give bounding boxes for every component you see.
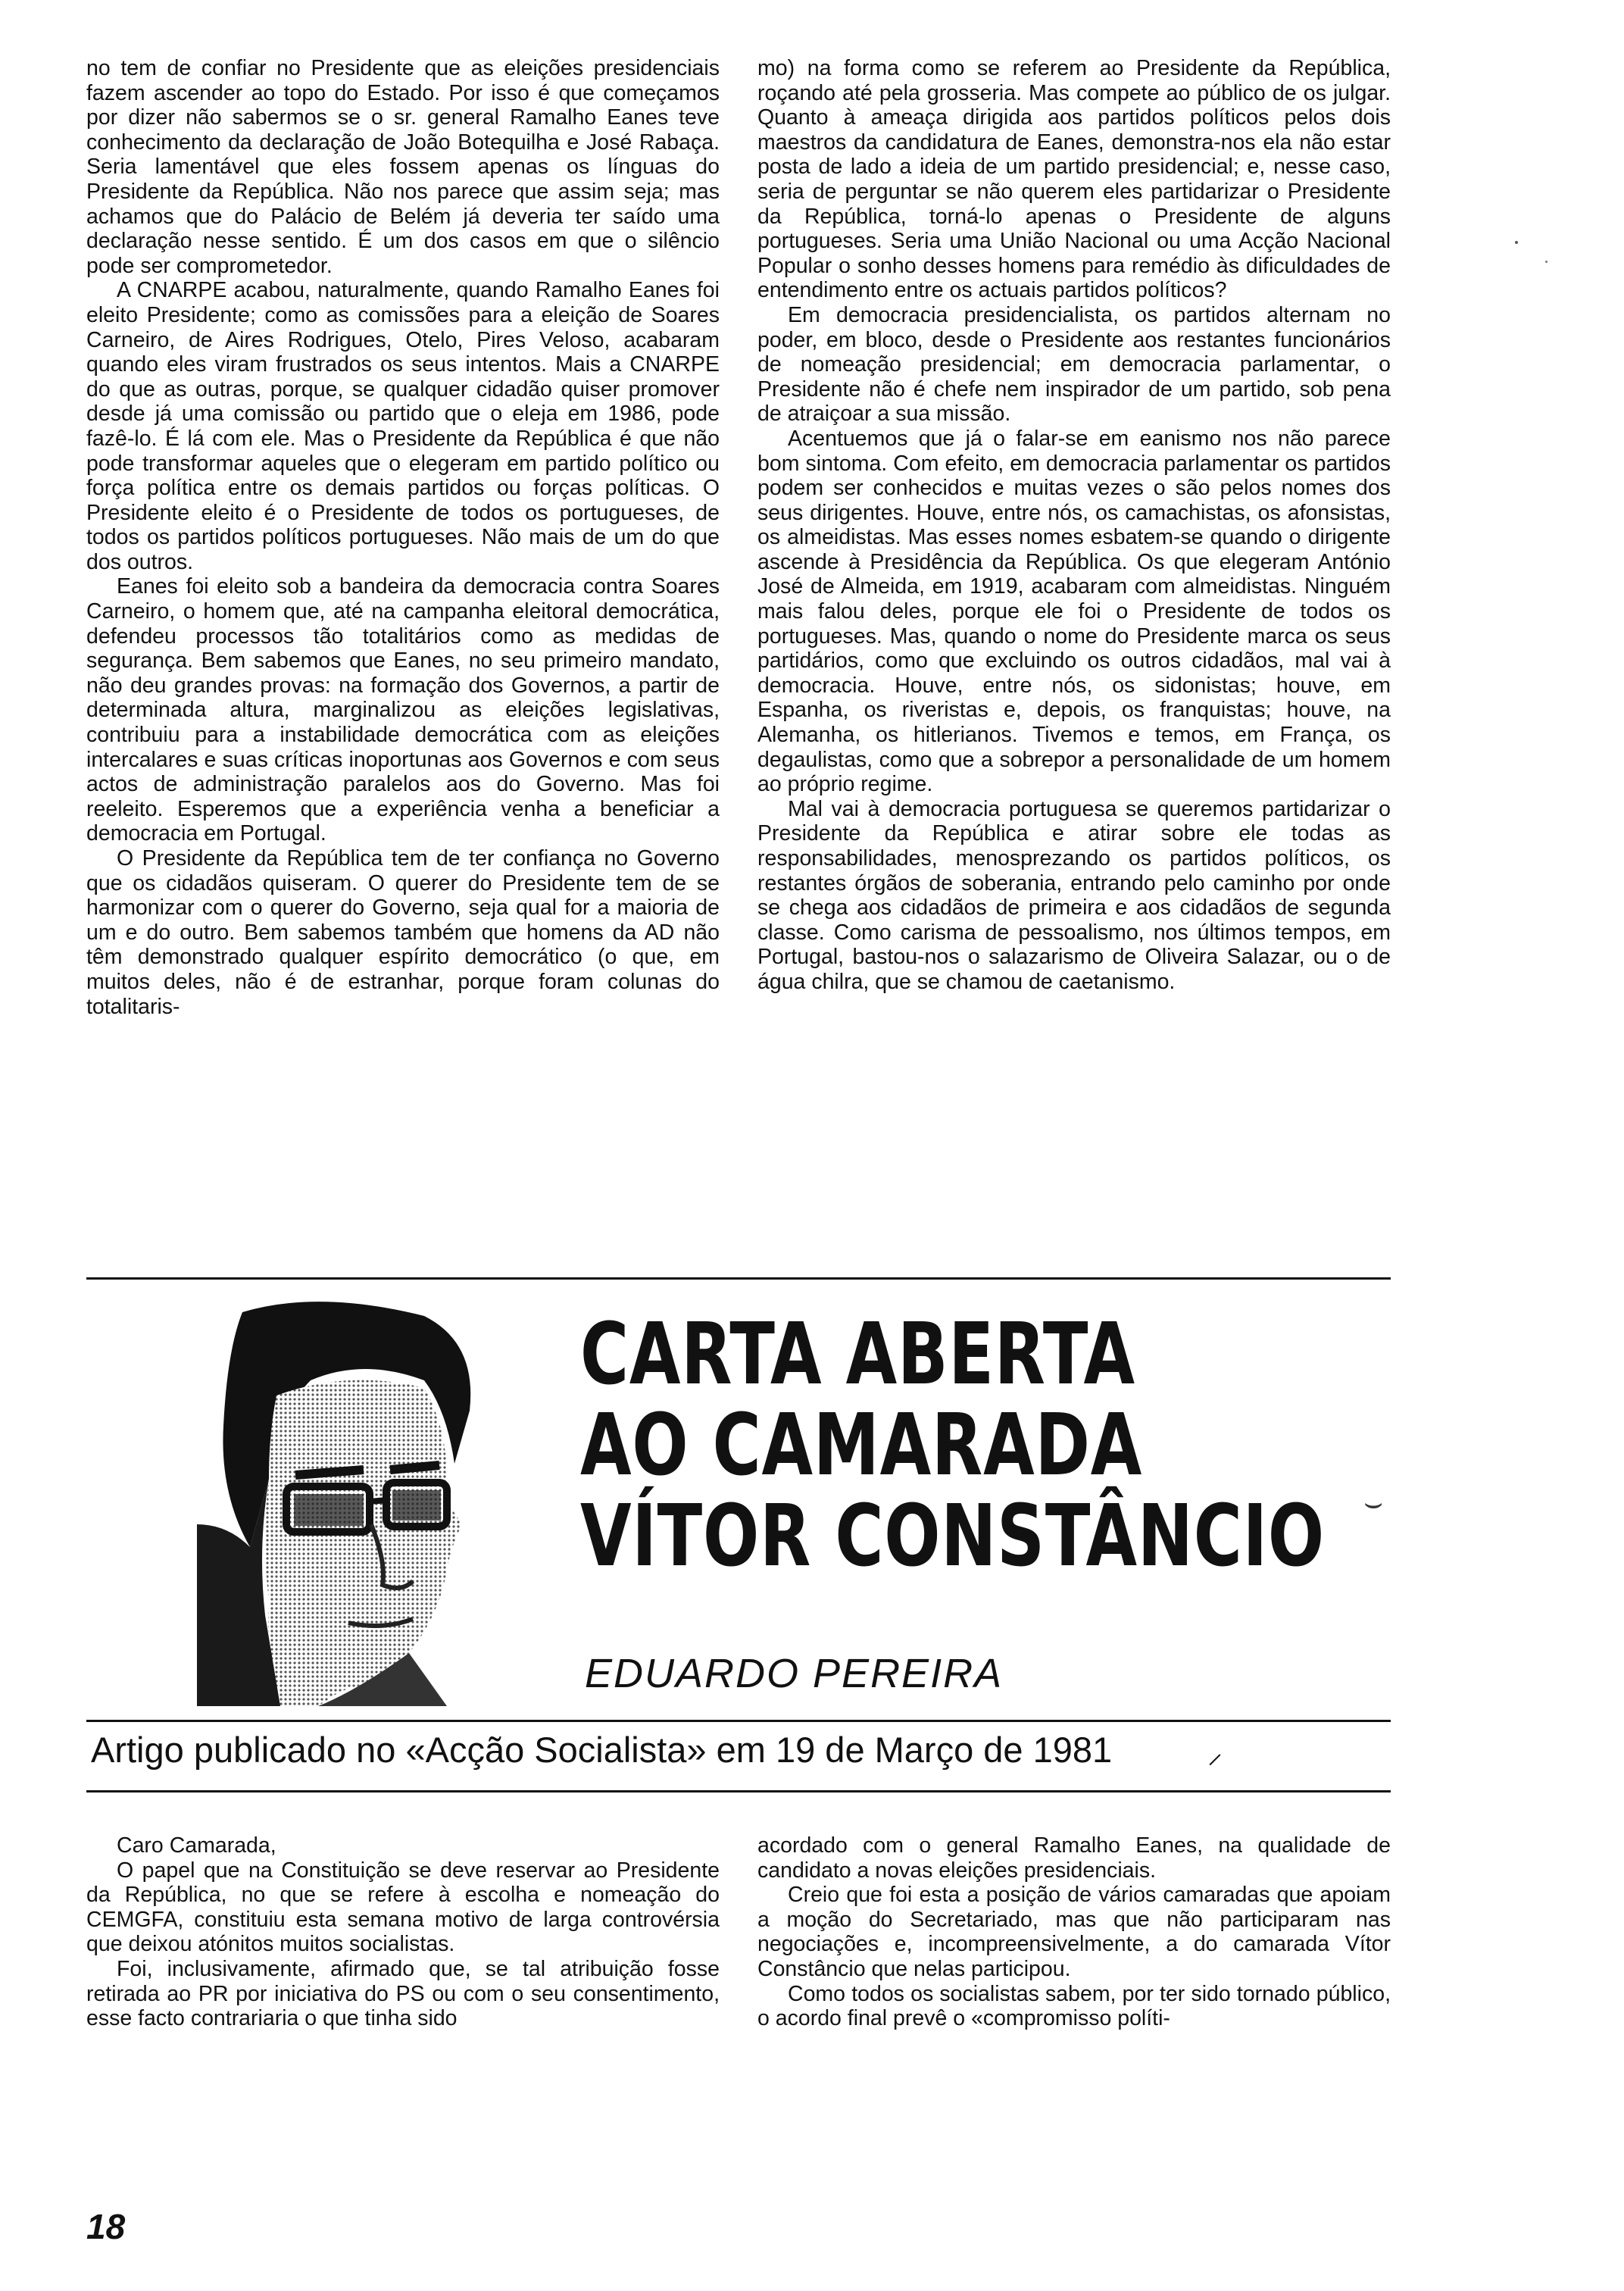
top-right-column — [757, 56, 1391, 995]
top-left-column — [86, 56, 720, 1019]
paragraph: acordado com o general Ramalho Eanes, na qualidade de candidato a novas eleições presidenciais. — [757, 1833, 1391, 1883]
article-dek: Artigo publicado no «Acção Socialista» em 19 de Março de 1981 — [91, 1730, 1113, 1770]
headline-line: CARTA ABERTA — [580, 1305, 1135, 1404]
paragraph: mo) na forma como se referem ao Presidente da República, roçando até pela grosseria. Mas compete ao público de os julgar. Quanto à ameaça dirigida aos partidos políticos pelos dois maestros da candidatura de Eanes, demonstra-nos ela não estar posta de lado a ideia de um partido presidencial; e, nesse caso, seria de perguntar se não querem eles partidarizar o Presidente da República, torná-lo apenas o Presidente de alguns portugueses. Seria uma União Nacional ou uma Acção Nacional Popular o sonho desses homens para remédio às dificuldades de entendimento entre os actuais partidos políticos? — [757, 56, 1391, 303]
scan-speck — [1545, 261, 1547, 263]
headline-line: VÍTOR CONSTÂNCIO — [580, 1487, 1325, 1586]
paragraph: Creio que foi esta a posição de vários camaradas que apoiam a moção do Secretariado, mas que não participaram nas negociações e, incompreensivelmente, a do camarada Vítor Constâncio que nelas participou. — [757, 1883, 1391, 1981]
article-headline — [580, 1305, 1325, 1586]
scan-mark: ⌣ — [1363, 1486, 1384, 1520]
paragraph: no tem de confiar no Presidente que as eleições presidenciais fazem ascender ao topo do Estado. Por isso é que começamos por dizer não sabermos se o sr. general Ramalho Eanes teve conhecimento da declaração de João Botequilha e José Rabaça. Seria lamentável que eles fossem apenas os línguas do Presidente da República. Não nos parece que assim seja; mas achamos que do Palácio de Belém já deveria ter saído uma declaração nesse sentido. É um dos casos em que o silêncio pode ser comprometedor. — [86, 56, 720, 278]
paragraph: Eanes foi eleito sob a bandeira da democracia contra Soares Carneiro, o homem que, até na campanha eleitoral democrática, defendeu processos tão totalitários como as medidas de segurança. Bem sabemos que Eanes, no seu primeiro mandato, não deu grandes provas: na formação dos Governos, a partir de determinada altura, marginalizou as eleições legislativas, contribuiu para a instabilidade democrática com as eleições intercalares e suas críticas inoportunas aos Governos e com seus actos de administração paralelos aos do Governo. Mas foi reeleito. Esperemos que a experiência venha a beneficiar a democracia em Portugal. — [86, 574, 720, 846]
article-right-column — [757, 1833, 1391, 2031]
paragraph: Foi, inclusivamente, afirmado que, se tal atribuição fosse retirada ao PR por iniciativa do PS ou com o seu consentimento, esse facto contrariaria o que tinha sido — [86, 1956, 720, 2031]
author-byline: EDUARDO PEREIRA — [585, 1651, 1004, 1696]
paragraph: O Presidente da República tem de ter confiança no Governo que os cidadãos quiseram. O querer do Presidente tem de se harmonizar com o querer do Governo, seja qual for a maioria de um e do outro. Bem sabemos também que homens da AD não têm demonstrado qualquer espírito democrático (o que, em muitos deles, não é de estranhar, porque foram colunas do totalitaris- — [86, 846, 720, 1019]
salutation: Caro Camarada, — [117, 1833, 276, 1858]
section-divider — [86, 1720, 1391, 1722]
section-divider — [86, 1790, 1391, 1792]
article-left-column — [86, 1833, 720, 2031]
author-portrait — [197, 1297, 530, 1706]
scan-speck — [1515, 241, 1518, 244]
paragraph: A CNARPE acabou, naturalmente, quando Ramalho Eanes foi eleito Presidente; como as comissões para a eleição de Soares Carneiro, de Aires Rodrigues, Otelo, Pires Veloso, acabaram quando eles viram frustrados os seus intentos. Mais a CNARPE do que as outras, porque, se qualquer cidadão quiser promover desde já uma comissão ou partido que o eleja em 1986, pode fazê-lo. É lá com ele. Mas o Presidente da República é que não pode transformar aqueles que o elegeram em partido político ou força política entre os demais partidos ou forças políticas. O Presidente eleito é o Presidente de todos os portugueses, de todos os partidos políticos portugueses. Não mais de um do que dos outros. — [86, 278, 720, 574]
paragraph: Em democracia presidencialista, os partidos alternam no poder, em bloco, desde o Presidente aos restantes funcionários de nomeação presidencial; em democracia parlamentar, o Presidente não é chefe nem inspirador de um partido, sob pena de atraiçoar a sua missão. — [757, 302, 1391, 427]
paragraph: Como todos os socialistas sabem, por ter sido tornado público, o acordo final prevê o «compromisso políti- — [757, 1981, 1391, 2031]
paragraph: Mal vai à democracia portuguesa se queremos partidarizar o Presidente da República e atirar sobre ele todas as responsabilidades, menosprezando os partidos políticos, os restantes órgãos de soberania, entrando pelo caminho por onde se chega aos cidadãos de primeira e aos cidadãos de segunda classe. Como carisma de pessoalismo, nos últimos tempos, em Portugal, bastou-nos o salazarismo de Oliveira Salazar, ou o de água chilra, que se chamou de caetanismo. — [757, 796, 1391, 994]
scan-mark: ⸝ — [1207, 1736, 1223, 1770]
page-number: 18 — [86, 2207, 126, 2246]
portrait-image — [197, 1297, 530, 1706]
paragraph: Acentuemos que já o falar-se em eanismo nos não parece bom sintoma. Com efeito, em democracia parlamentar os partidos podem ser conhecidos e muitas vezes o são pelos nomes dos seus dirigentes. Houve, entre nós, os camachistas, os afonsistas, os almeidistas. Mas esses nomes esbatem-se quando o dirigente ascende à Presidência da República. Os que elegeram António José de Almeida, em 1919, acabaram com almeidistas. Ninguém mais falou deles, porque ele foi o Presidente de todos os portugueses. Mas, quando o nome do Presidente marca os seus partidários, como que excluindo os outros cidadãos, mal vai à democracia. Houve, entre nós, os sidonistas; houve, em Espanha, os riveristas e, depois, os franquistas; houve, na Alemanha, os hitlerianos. Tivemos e temos, em França, os degaulistas, como que a sobrepor a personalidade de um homem ao próprio regime. — [757, 426, 1391, 797]
section-divider — [86, 1277, 1391, 1280]
headline-line: AO CAMARADA — [580, 1396, 1143, 1495]
paragraph: O papel que na Constituição se deve reservar ao Presidente da República, no que se refere à escolha e nomeação do CEMGFA, constituiu esta semana motivo de larga controvérsia que deixou atónitos muitos socialistas. — [86, 1858, 720, 1957]
